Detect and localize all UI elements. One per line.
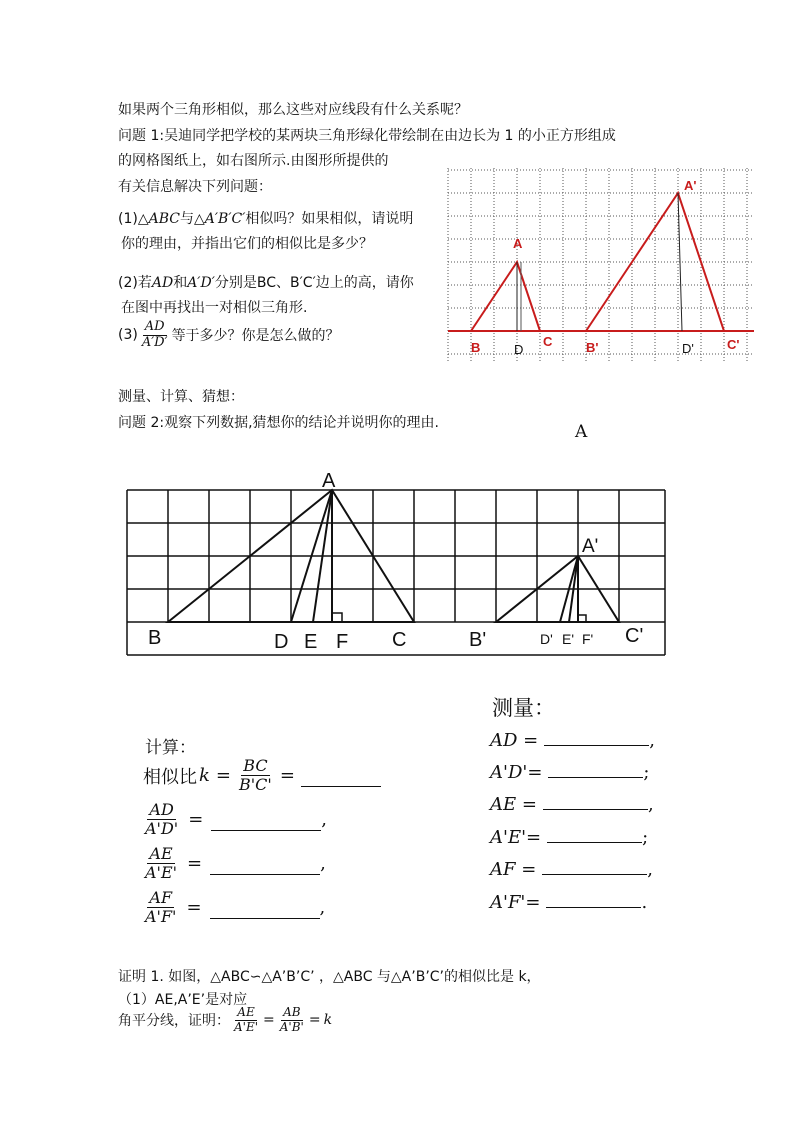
question-2 <box>118 272 414 292</box>
fig2-label-b: B <box>148 627 162 649</box>
proof-line-3-text: 角平分线，证明： <box>118 1013 230 1030</box>
measure-row-apfp: A'F'= . <box>490 892 648 913</box>
fig2-label-a: A <box>322 470 336 492</box>
fig1-label-dp: D' <box>682 341 694 356</box>
measure-title: 测量： <box>492 696 555 720</box>
intro-line-1: 如果两个三角形相似，那么这些对应线段有什么关系呢？ <box>118 102 468 118</box>
calc-frac-af: $\frac{AF}{A'F'}$ = , <box>145 888 326 927</box>
fig2-label-f: F <box>336 631 349 653</box>
fig2-label-bp: B' <box>469 629 487 651</box>
q1-rest: 相似吗？如果相似，请说明 <box>245 211 414 227</box>
intro-line-3: 的网格图纸上，如右图所示.由图形所提供的 <box>118 153 389 169</box>
fig2-label-e: E <box>304 631 318 653</box>
figure-1-grid <box>440 162 758 367</box>
q3-prefix: (3) <box>118 327 138 344</box>
q2-ad: AD <box>151 275 174 291</box>
q2-apdp: A′D′ <box>187 275 215 291</box>
fig1-label-cp: C' <box>727 337 740 352</box>
fig2-label-dp: D' <box>540 631 553 647</box>
calc-eq-1: = <box>215 765 232 787</box>
question-2-line-2: 在图中再找出一对相似三角形. <box>121 300 308 316</box>
question-2-heading: 问题 2:观察下列数据,猜想你的结论并说明你的理由. <box>118 415 439 431</box>
q2-and: 和 <box>173 275 188 291</box>
fig1-label-c: C <box>543 334 553 349</box>
proof-k: k <box>323 1012 333 1029</box>
fig2-label-d: D <box>274 631 289 653</box>
q1-triangle-abc: △ABC <box>137 211 180 227</box>
q3-frac-den: A′D′ <box>141 334 168 350</box>
question-3 <box>118 320 340 351</box>
measure-row-apep: A'E'= ; <box>490 827 649 848</box>
measure-row-ad: AD = , <box>490 730 655 751</box>
question-1 <box>118 208 413 228</box>
calc-ratio-frac: $\frac{BC}{B'C'}$ <box>239 756 272 795</box>
q3-fraction <box>140 320 170 351</box>
altitude-apdp <box>678 193 682 331</box>
measure-row-apdp: A'D'= ; <box>490 762 650 783</box>
q1-mid: 与 <box>179 211 194 227</box>
fig1-label-d: D <box>514 342 524 357</box>
intro-line-4: 有关信息解决下列问题： <box>118 179 272 195</box>
calc-frac-ae: $\frac{AE}{A'E'}$ = , <box>145 844 326 883</box>
fig2-label-ep: E' <box>562 631 575 647</box>
proof-frac-ae: $\frac{AE}{A'E'}$ <box>234 1005 259 1034</box>
fig1-label-ap: A' <box>684 178 697 193</box>
calc-ratio: 相似比 k = $\frac{BC}{B'C'}$ = <box>143 757 381 795</box>
calc-frac-ad: $\frac{AD}{A'D'}$ = , <box>145 800 328 839</box>
calc-title: 计算： <box>145 738 196 758</box>
fig1-label-bp: B' <box>586 340 599 355</box>
fig1-label-b: B <box>471 340 481 355</box>
q1-triangle-apbpcp: △A′B′C′ <box>193 211 246 227</box>
section-2-title: 测量、计算、猜想： <box>118 389 244 405</box>
intro-line-2: 问题 1:吴迪同学把学校的某两块三角形绿化带绘制在由边长为 1 的小正方形组成 <box>118 128 616 144</box>
proof-line-2: （1）AE,A’E’是对应 <box>118 992 248 1008</box>
q3-frac-num: AD <box>144 319 165 334</box>
stray-label-a: A <box>575 422 588 442</box>
q3-rest: 等于多少？你是怎么做的？ <box>171 328 340 345</box>
question-1-line-2: 你的理由，并指出它们的相似比是多少？ <box>121 236 373 252</box>
figure-2-grid <box>120 470 672 662</box>
proof-frac-ab: $\frac{AB}{A'B'}$ <box>279 1005 304 1034</box>
proof-line-3: 角平分线，证明： $\frac{AE}{A'E'}$ = $\frac{AB}{A'B'}$ = k <box>118 1005 333 1034</box>
fig2-label-cp: C' <box>625 625 644 647</box>
fig2-label-c: C <box>392 629 407 651</box>
q2-rest: 分别是BC、B′C′边上的高，请你 <box>214 275 414 291</box>
fig1-label-a: A <box>513 236 523 251</box>
calc-ratio-text: 相似比 <box>143 766 197 788</box>
measure-row-ae: AE = , <box>490 794 654 815</box>
fig2-label-ap: A' <box>582 536 599 557</box>
q1-prefix: (1) <box>118 211 138 227</box>
proof-line-1: 证明 1. 如图，△ABC∽△A’B’C’ ，△ABC 与△A’B’C’的相似比是 k， <box>118 969 541 985</box>
calc-k: k <box>199 765 210 787</box>
fig2-label-fp: F' <box>582 631 594 647</box>
triangle-abc <box>471 262 540 331</box>
measure-row-af: AF = , <box>490 859 654 880</box>
q2-prefix: (2)若 <box>118 275 152 291</box>
